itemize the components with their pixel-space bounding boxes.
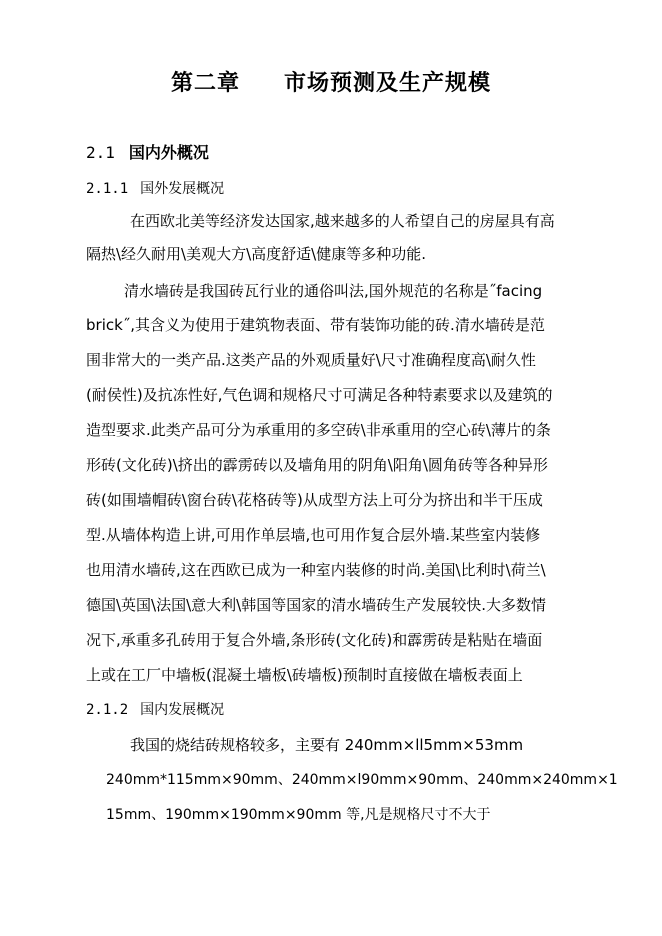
paragraph-line: 清水墙砖是我国砖瓦行业的通俗叫法,国外规范的名称是˝facing [124, 282, 543, 300]
paragraph-line: brick˝,其含义为使用于建筑物表面、带有装饰功能的砖.清水墙砖是范 [86, 316, 545, 334]
subsection-number: 2.1.2 [86, 702, 129, 718]
section-title: 国内外概况 [128, 143, 209, 162]
paragraph-line: 240mm*115mm×90mm、240mm×l90mm×90mm、240mm×240mm×1 [106, 772, 618, 788]
paragraph-line: 在西欧北美等经济发达国家,越来越多的人希望自己的房屋具有高 [130, 212, 555, 230]
section-number: 2.1 [86, 143, 115, 162]
chapter-number: 第二章 [170, 71, 240, 96]
subsection-title: 国内发展概况 [140, 702, 225, 718]
paragraph-line: 也用清水墙砖,这在西欧已成为一种室内装修的时尚.美国\比利时\荷兰\ [86, 561, 546, 579]
subsection-number: 2.1.1 [86, 181, 129, 197]
subsection-title: 国外发展概况 [140, 181, 225, 197]
paragraph-line: 造型要求.此类产品可分为承重用的多空砖\非承重用的空心砖\薄片的条 [86, 421, 551, 439]
paragraph-line: 德国\英国\法国\意大利\韩国等国家的清水墙砖生产发展较快.大多数情 [86, 596, 546, 614]
paragraph-line: 上或在工厂中墙板(混凝土墙板\砖墙板)预制时直接做在墙板表面上 [86, 666, 523, 684]
paragraph-line: 型.从墙体构造上讲,可用作单层墙,也可用作复合层外墙.某些室内装修 [86, 526, 541, 544]
chapter-name: 市场预测及生产规模 [284, 71, 492, 96]
paragraph-line: 隔热\经久耐用\美观大方\高度舒适\健康等多种功能. [86, 245, 426, 263]
subsection-heading-domestic [86, 699, 224, 719]
paragraph-line: 砖(如围墙帽砖\窗台砖\花格砖等)从成型方法上可分为挤出和半干压成 [86, 491, 543, 509]
paragraph-line: 围非常大的一类产品.这类产品的外观质量好\尺寸准确程度高\耐久性 [86, 351, 536, 369]
paragraph-line: 形砖(文化砖)\挤出的霹雳砖以及墙角用的阴角\阳角\圆角砖等各种异形 [86, 456, 548, 474]
paragraph-line: 况下,承重多孔砖用于复合外墙,条形砖(文化砖)和霹雳砖是粘贴在墙面 [86, 631, 543, 649]
chapter-title [0, 66, 662, 97]
section-heading [86, 140, 209, 163]
paragraph-line: 我国的烧结砖规格较多，主要有 240mm×ll5mm×53mm [130, 736, 524, 754]
paragraph-line: 15mm、190mm×190mm×90mm 等,凡是规格尺寸不大于 [106, 807, 491, 823]
paragraph-line: (耐侯性)及抗冻性好,气色调和规格尺寸可满足各种特素要求以及建筑的 [86, 386, 553, 404]
subsection-heading-foreign [86, 178, 224, 198]
